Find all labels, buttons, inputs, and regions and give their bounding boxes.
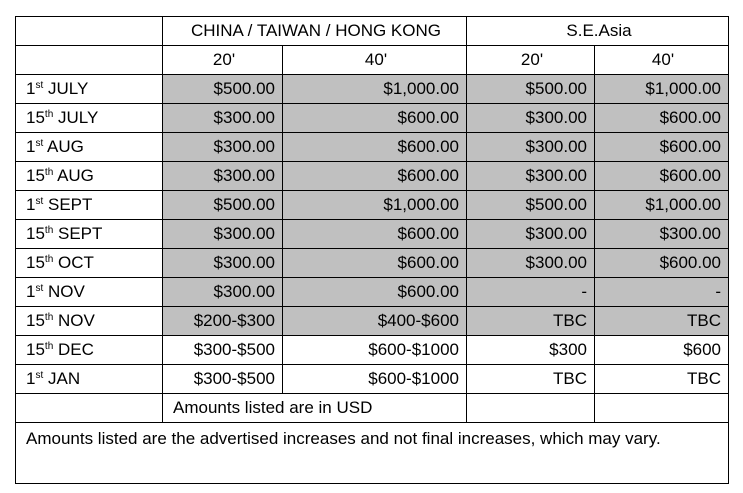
- date-cell: [16, 365, 163, 394]
- date-day: 15: [26, 108, 45, 127]
- date-cell: [16, 162, 163, 191]
- rate-cell: $300.00: [163, 278, 283, 307]
- rate-cell: $300.00: [467, 249, 595, 278]
- rate-cell: $600.00: [595, 249, 729, 278]
- rate-cell: $1,000.00: [595, 191, 729, 220]
- date-day: 1: [26, 195, 36, 214]
- rate-cell: $500.00: [467, 75, 595, 104]
- empty-cell: [467, 394, 595, 423]
- date-suffix: th: [44, 225, 54, 236]
- table-row: [16, 336, 729, 365]
- rate-cell: TBC: [595, 365, 729, 394]
- rate-cell: $600.00: [595, 162, 729, 191]
- rate-cell: $300: [467, 336, 595, 365]
- date-month: AUG: [47, 137, 84, 156]
- date-day: 1: [26, 369, 36, 388]
- currency-note-row: [16, 394, 729, 423]
- table-row: [16, 162, 729, 191]
- date-suffix: th: [44, 312, 54, 323]
- date-month: NOV: [58, 311, 95, 330]
- table-row: [16, 104, 729, 133]
- rate-cell: $600.00: [283, 220, 467, 249]
- date-day: 1: [26, 282, 36, 301]
- date-suffix: th: [44, 254, 54, 265]
- rate-cell: -: [595, 278, 729, 307]
- rate-cell: $400-$600: [283, 307, 467, 336]
- date-month: JULY: [47, 79, 89, 98]
- rate-cell: $200-$300: [163, 307, 283, 336]
- date-month: NOV: [47, 282, 85, 301]
- rate-cell: $1,000.00: [595, 75, 729, 104]
- rate-cell: $300.00: [163, 133, 283, 162]
- date-day: 15: [26, 224, 45, 243]
- date-month: JULY: [58, 108, 99, 127]
- rate-cell: $300.00: [595, 220, 729, 249]
- rate-cell: $600: [595, 336, 729, 365]
- date-day: 15: [26, 166, 45, 185]
- empty-cell: [16, 394, 163, 423]
- table-row: [16, 365, 729, 394]
- corner-cell: [16, 46, 163, 75]
- rate-cell: $300.00: [163, 162, 283, 191]
- date-day: 15: [26, 253, 45, 272]
- rate-cell: -: [467, 278, 595, 307]
- size-header: 40': [283, 46, 467, 75]
- table-row: [16, 220, 729, 249]
- region-header-row: [16, 17, 729, 46]
- size-header: 20': [467, 46, 595, 75]
- date-month: AUG: [57, 166, 94, 185]
- date-suffix: th: [44, 341, 54, 352]
- rate-cell: $600-$1000: [283, 365, 467, 394]
- table-row: [16, 191, 729, 220]
- corner-cell: [16, 17, 163, 46]
- date-day: 1: [26, 137, 36, 156]
- rate-cell: $600.00: [283, 104, 467, 133]
- date-suffix: st: [35, 370, 44, 381]
- rate-cell: $300.00: [467, 104, 595, 133]
- date-month: SEPT: [47, 195, 93, 214]
- date-suffix: th: [44, 167, 54, 178]
- rate-cell: $1,000.00: [283, 75, 467, 104]
- table-row: [16, 133, 729, 162]
- date-cell: [16, 220, 163, 249]
- table-row: [16, 278, 729, 307]
- rate-cell: $1,000.00: [283, 191, 467, 220]
- date-suffix: st: [35, 283, 44, 294]
- rate-cell: $600.00: [595, 104, 729, 133]
- rate-cell: $300.00: [163, 104, 283, 133]
- date-day: 1: [26, 79, 36, 98]
- table-row: [16, 75, 729, 104]
- date-suffix: th: [44, 109, 54, 120]
- date-suffix: st: [35, 80, 44, 91]
- rate-cell: $600.00: [283, 278, 467, 307]
- rate-cell: $300.00: [467, 220, 595, 249]
- rate-increase-table: [15, 16, 729, 484]
- date-day: 15: [26, 340, 45, 359]
- region-header-china: CHINA / TAIWAN / HONG KONG: [163, 17, 467, 46]
- date-suffix: st: [35, 196, 44, 207]
- table-row: [16, 249, 729, 278]
- rate-cell: $600.00: [595, 133, 729, 162]
- date-cell: [16, 307, 163, 336]
- date-cell: [16, 336, 163, 365]
- rate-cell: TBC: [595, 307, 729, 336]
- rate-cell: $600-$1000: [283, 336, 467, 365]
- table-row: [16, 307, 729, 336]
- empty-cell: [595, 394, 729, 423]
- region-header-seasia: S.E.Asia: [467, 17, 729, 46]
- rate-cell: $600.00: [283, 249, 467, 278]
- date-cell: [16, 75, 163, 104]
- rate-cell: $500.00: [163, 75, 283, 104]
- date-cell: [16, 278, 163, 307]
- rate-cell: $300-$500: [163, 365, 283, 394]
- currency-note: Amounts listed are in USD: [163, 394, 467, 423]
- footnote: Amounts listed are the advertised increases and not final increases, which may vary.: [16, 423, 729, 484]
- date-cell: [16, 191, 163, 220]
- date-cell: [16, 133, 163, 162]
- date-month: SEPT: [58, 224, 103, 243]
- date-suffix: st: [35, 138, 44, 149]
- rate-cell: $300.00: [163, 249, 283, 278]
- footnote-row: [16, 423, 729, 484]
- date-month: JAN: [47, 369, 81, 388]
- size-header: 40': [595, 46, 729, 75]
- rate-cell: $500.00: [467, 191, 595, 220]
- date-day: 15: [26, 311, 45, 330]
- date-cell: [16, 104, 163, 133]
- rate-cell: $300.00: [467, 133, 595, 162]
- rate-cell: $600.00: [283, 162, 467, 191]
- rate-cell: $300.00: [163, 220, 283, 249]
- date-month: DEC: [58, 340, 94, 359]
- rate-cell: TBC: [467, 307, 595, 336]
- rate-cell: $300-$500: [163, 336, 283, 365]
- date-cell: [16, 249, 163, 278]
- rate-cell: $500.00: [163, 191, 283, 220]
- date-month: OCT: [58, 253, 94, 272]
- container-size-header-row: [16, 46, 729, 75]
- rate-table-container: [15, 16, 729, 484]
- rate-cell: TBC: [467, 365, 595, 394]
- rate-cell: $300.00: [467, 162, 595, 191]
- rate-cell: $600.00: [283, 133, 467, 162]
- size-header: 20': [163, 46, 283, 75]
